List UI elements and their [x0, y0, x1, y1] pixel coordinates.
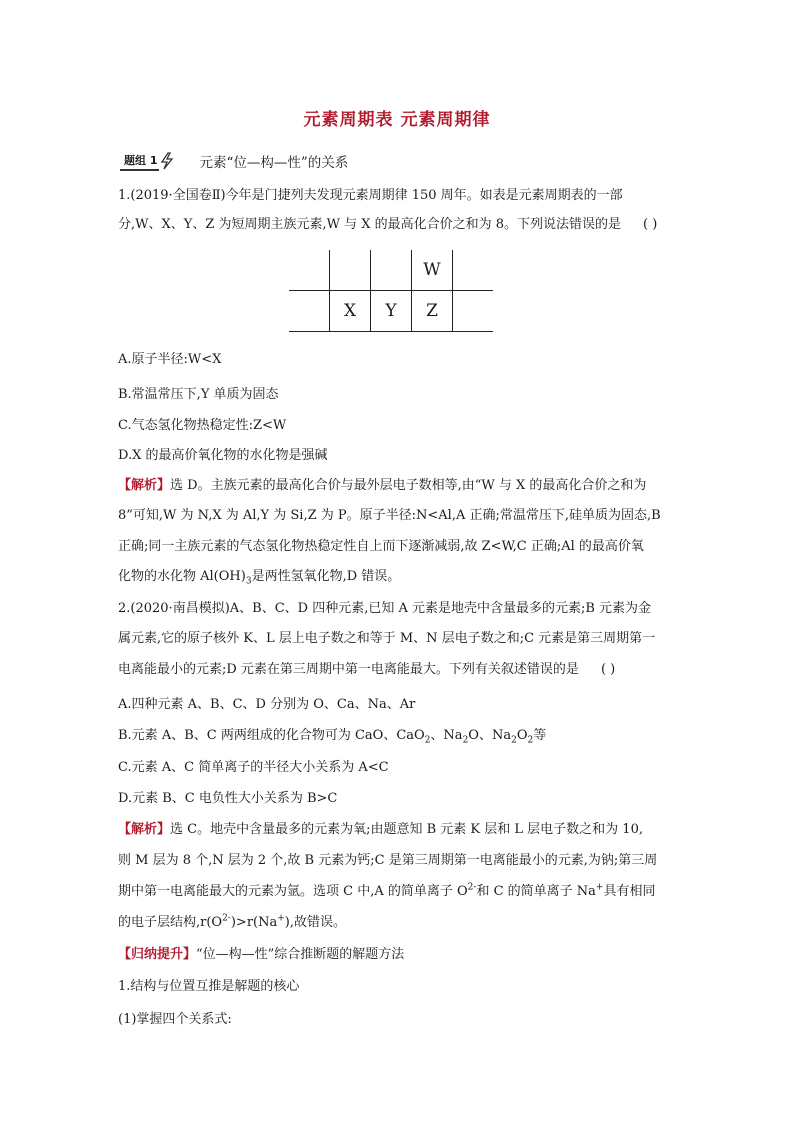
q2-analysis-line4: 的电子层结构$,r(O^{2-})>r(Na^+)$,故错误。 — [118, 913, 347, 930]
q2-stem-line3: 电离能最小的元素;D 元素在第三周期中第一电离能最大。下列有关叙述错误的是 ( ) — [118, 660, 615, 680]
q2-stem-line2: 属元素,它的原子核外 K、L 层上电子数之和等于 M、N 层电子数之和;C 元素是第三周期第一 — [118, 631, 656, 646]
table-cell — [453, 250, 494, 291]
group-heading: 元素“位—构—性”的关系 — [199, 155, 349, 171]
group-badge: 题组 1 — [120, 152, 159, 171]
table-cell — [453, 291, 494, 332]
table-cell: Y — [371, 291, 412, 332]
table-cell: W — [412, 250, 453, 291]
q2-analysis-line2: 则 M 层为 8 个,N 层为 2 个,故 B 元素为钙;C 是第三周期第一电离能最小的元素,为钠;第三周 — [118, 853, 658, 868]
q1-stem-line1: 1.(2019·全国卷Ⅱ)今年是门捷列夫发现元素周期律 150 周年。如表是元素周期表的一部 — [118, 188, 623, 203]
q2-option-a: A.四种元素 A、B、C、D 分别为 O、Ca、Na、Ar — [118, 697, 416, 712]
q2-analysis-line3: 期中第一电离能最大的元素为氩。选项 C 中,A 的简单离子 $O^{2-}$和 C 的简单离子 Na+具有相同 — [118, 882, 656, 899]
summary-tag: 【归纳提升】 — [118, 947, 197, 962]
q2-option-d: D.元素 B、C 电负性大小关系为 B>C — [118, 791, 338, 806]
summary-point1-sub: (1)掌握四个关系式: — [118, 1012, 232, 1027]
analysis-tag: 【解析】 — [118, 478, 171, 493]
table-cell: Z — [412, 291, 453, 332]
table-row — [289, 250, 493, 291]
q1-answer-paren: ( ) — [643, 217, 658, 232]
q1-option-c: C.气态氢化物热稳定性:Z<W — [118, 418, 287, 433]
page-title: 元素周期表 元素周期律 — [303, 110, 491, 130]
q2-stem-line1: 2.(2020·南昌模拟)A、B、C、D 四种元素,已知 A 元素是地壳中含量最多的元素;B 元素为金 — [118, 601, 652, 616]
q2-answer-paren: ( ) — [600, 662, 616, 677]
q1-option-a: A.原子半径:W<X — [118, 352, 222, 367]
q1-analysis-line3: 正确;同一主族元素的气态氢化物热稳定性自上而下逐渐减弱,故 Z<W,C 正确;Al 的最高价氧 — [118, 539, 644, 554]
q1-analysis-line1: 【解析】选 D。主族元素的最高化合价与最外层电子数相等,由“W 与 X 的最高化合价之和为 — [118, 478, 647, 493]
table-cell — [371, 250, 412, 291]
table-cell — [289, 291, 330, 332]
analysis-tag: 【解析】 — [118, 822, 171, 837]
summary-point1: 1.结构与位置互推是解题的核心 — [118, 979, 300, 994]
q1-stem-line2: 分,W、X、Y、Z 为短周期主族元素,W 与 X 的最高化合价之和为 8。下列说法错误的是 ( ) — [118, 215, 657, 235]
table-cell — [330, 250, 371, 291]
summary-heading: 【归纳提升】“位—构—性”综合推断题的解题方法 — [118, 947, 405, 962]
q1-option-b: B.常温常压下,Y 单质为固态 — [118, 387, 279, 402]
q1-analysis-line2: 8”可知,W 为 N,X 为 Al,Y 为 Si,Z 为 P。原子半径:N<Al,A 正确;常温常压下,硅单质为固态,B — [118, 508, 661, 523]
q2-option-b: B.元素 A、B、C 两两组成的化合物可为 CaO、CaO$_2$、$Na_2O$、$Na_2O_2$等 — [118, 728, 547, 746]
table-cell — [289, 250, 330, 291]
q2-option-c: C.元素 A、C 简单离子的半径大小关系为 A<C — [118, 760, 389, 775]
q1-option-d: D.X 的最高价氧化物的水化物是强碱 — [118, 448, 328, 463]
q1-analysis-line4: 化物的水化物 $Al(OH)_3$是两性氢氧化物,D 错误。 — [118, 569, 401, 587]
q2-analysis-line1: 【解析】选 C。地壳中含量最多的元素为氧;由题意知 B 元素 K 层和 L 层电子数之和为 10, — [118, 822, 643, 837]
table-row — [289, 291, 493, 332]
lightning-icon — [159, 152, 175, 170]
table-cell: X — [330, 291, 371, 332]
periodic-table-fragment — [289, 250, 493, 332]
question-group-header — [120, 150, 348, 172]
